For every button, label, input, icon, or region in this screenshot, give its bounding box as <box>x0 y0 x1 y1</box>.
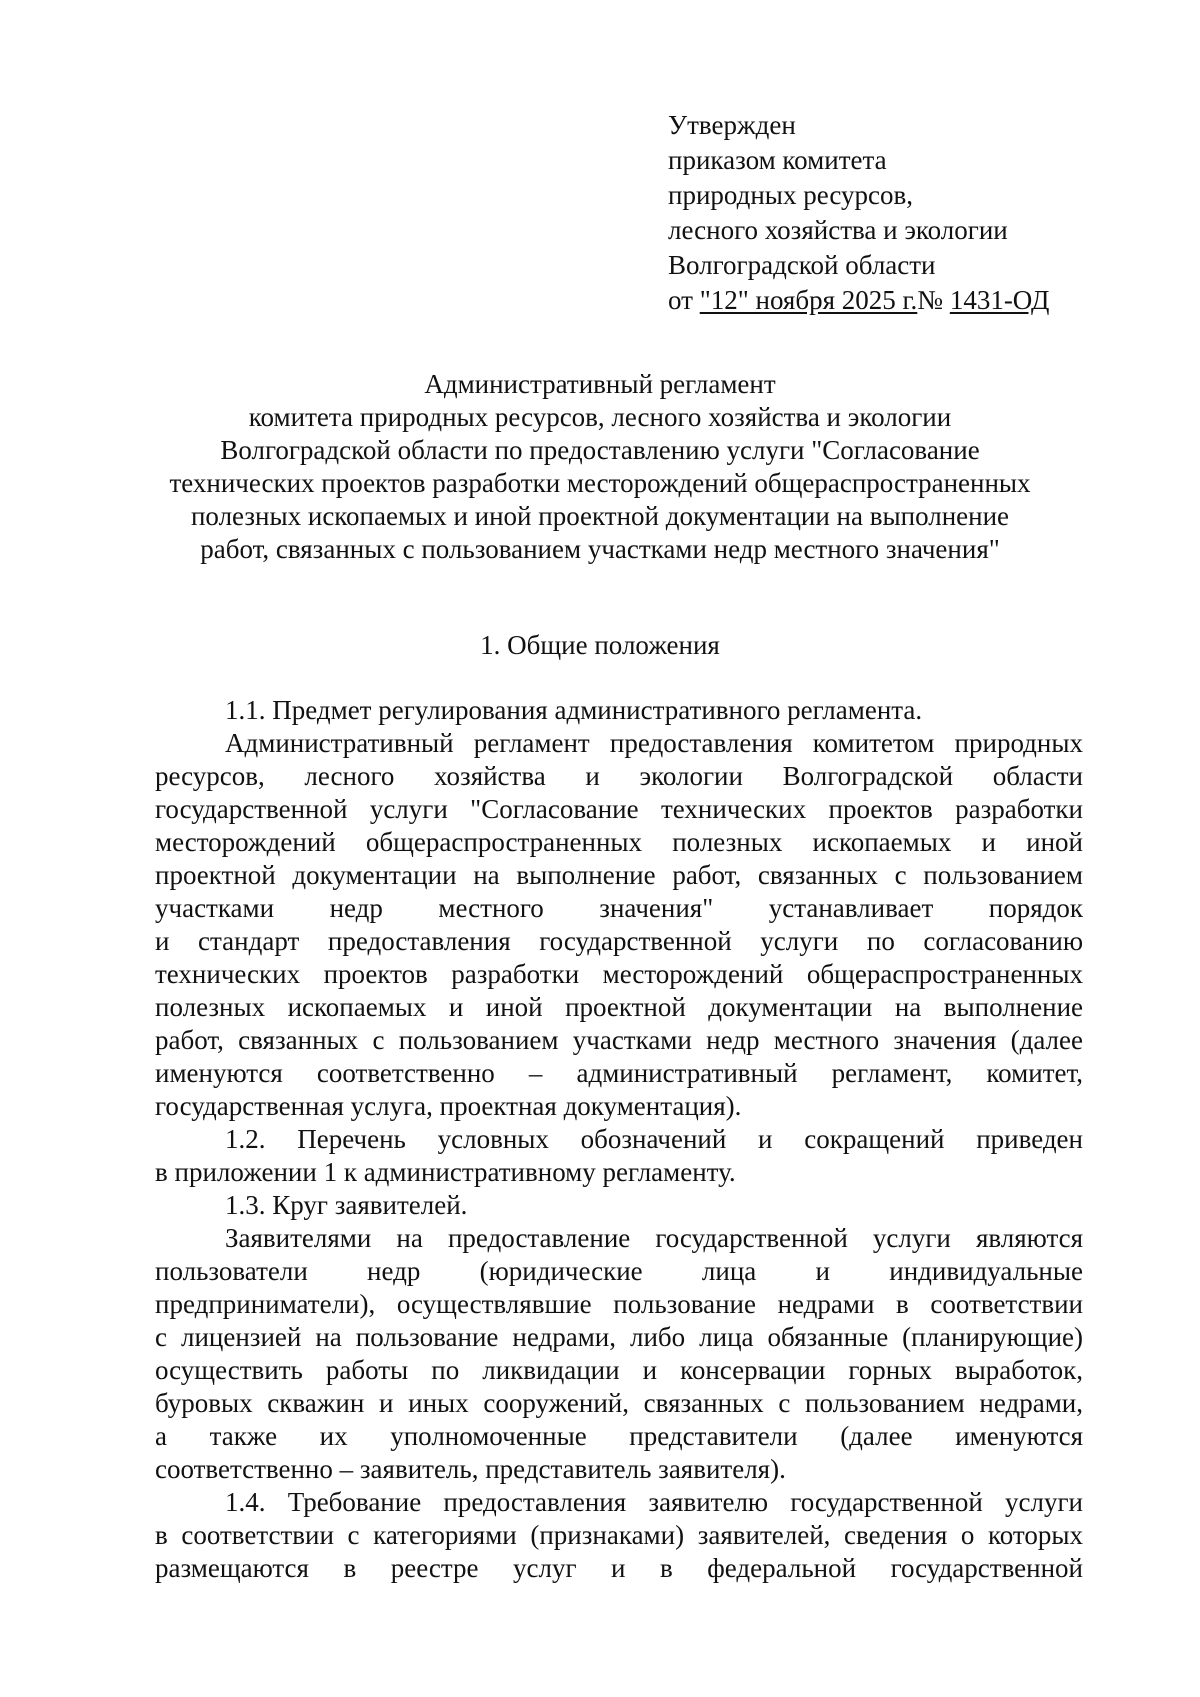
body-line: ресурсов, лесного хозяйства и экологии Волгоградской области <box>155 761 1083 791</box>
approval-date-line <box>668 283 1098 318</box>
body-line: буровых скважин и иных сооружений, связанных с пользованием недрами, <box>155 1388 1083 1418</box>
body-line: а также их уполномоченные представители (далее именуются <box>155 1421 1083 1451</box>
body-line: технических проектов разработки месторождений общераспространенных <box>155 959 1083 989</box>
body-line: в соответствии с категориями (признаками) заявителей, сведения о которых <box>155 1520 1083 1550</box>
body-line: Заявителями на предоставление государственной услуги являются <box>225 1223 1083 1253</box>
body-line: и стандарт предоставления государственной услуги по согласованию <box>155 926 1083 956</box>
body-line: проектной документации на выполнение работ, связанных с пользованием <box>155 860 1083 890</box>
body-line: с лицензией на пользование недрами, либо лица обязанные (планирующие) <box>155 1322 1083 1352</box>
approval-line: Утвержден <box>668 110 796 140</box>
body-line: месторождений общераспространенных полезных ископаемых и иной <box>155 827 1083 857</box>
approval-block <box>668 108 1098 318</box>
body-line: государственная услуга, проектная документация). <box>155 1091 742 1121</box>
body-line: государственной услуги "Согласование технических проектов разработки <box>155 794 1083 824</box>
body-line: полезных ископаемых и иной проектной документации на выполнение <box>155 992 1083 1022</box>
section-heading: 1. Общие положения <box>480 630 720 660</box>
body-line: 1.2. Перечень условных обозначений и сокращений приведен <box>225 1124 1083 1154</box>
approval-line: приказом комитета <box>668 145 887 175</box>
body-line: осуществить работы по ликвидации и консервации горных выработок, <box>155 1355 1083 1385</box>
body-line: 1.1. Предмет регулирования административного регламента. <box>225 695 923 725</box>
title-line: работ, связанных с пользованием участками недр местного значения" <box>200 534 1000 564</box>
body-line: участками недр местного значения" устанавливает порядок <box>155 893 1083 923</box>
body-line: Административный регламент предоставления комитетом природных <box>225 728 1083 758</box>
body-line: 1.4. Требование предоставления заявителю государственной услуги <box>225 1487 1083 1517</box>
title-line: комитета природных ресурсов, лесного хозяйства и экологии <box>248 402 952 432</box>
body-line: работ, связанных с пользованием участками недр местного значения (далее <box>155 1025 1083 1055</box>
approval-date: "12" ноября 2025 г. <box>699 285 918 315</box>
title-line: технических проектов разработки месторождений общераспространенных <box>169 468 1031 498</box>
approval-line: лесного хозяйства и экологии <box>668 215 1008 245</box>
body-line: 1.3. Круг заявителей. <box>225 1190 468 1220</box>
title-line: Административный регламент <box>424 369 776 399</box>
date-prefix: от <box>668 285 700 315</box>
body-line: в приложении 1 к административному регламенту. <box>155 1157 736 1187</box>
body-line: соответственно – заявитель, представитель заявителя). <box>155 1454 786 1484</box>
approval-line: Волгоградской области <box>668 250 936 280</box>
document-title <box>150 368 1050 566</box>
approval-line: природных ресурсов, <box>668 180 913 210</box>
approval-number: 1431-ОД <box>949 285 1050 315</box>
body-line: размещаются в реестре услуг и в федеральной государственной <box>155 1553 1083 1583</box>
number-prefix: № <box>917 285 950 315</box>
body-line: пользователи недр (юридические лица и индивидуальные <box>155 1256 1083 1286</box>
body-text <box>155 694 1083 1585</box>
title-line: Волгоградской области по предоставлению услуги "Согласование <box>220 435 980 465</box>
title-line: полезных ископаемых и иной проектной документации на выполнение <box>190 501 1010 531</box>
body-line: предприниматели), осуществлявшие пользование недрами в соответствии <box>155 1289 1083 1319</box>
body-line: именуются соответственно – административный регламент, комитет, <box>155 1058 1083 1088</box>
